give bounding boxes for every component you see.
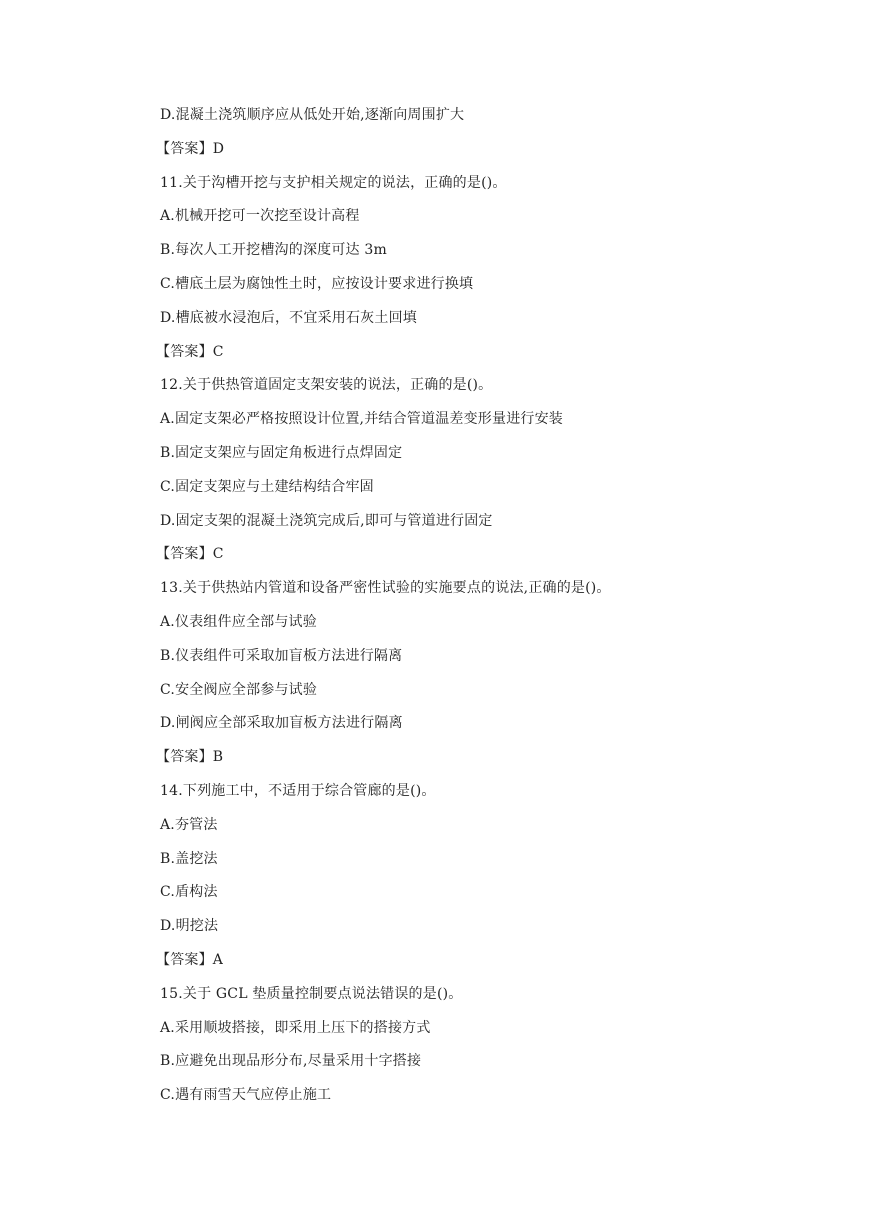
option-c-q15: C.遇有雨雪天气应停止施工: [160, 1087, 332, 1104]
answer-q10: 【答案】D: [156, 140, 225, 157]
question-14: 14.下列施工中，不适用于综合管廊的是()。: [160, 782, 436, 799]
document-body: [156, 103, 800, 1117]
option-a-q11: A.机械开挖可一次挖至设计高程: [160, 208, 360, 225]
option-b-q15: B.应避免出现品形分布,尽量采用十字搭接: [160, 1053, 422, 1070]
option-c-q12: C.固定支架应与土建结构结合牢固: [160, 478, 374, 495]
option-a-q12: A.固定支架必严格按照设计位置,并结合管道温差变形量进行安装: [160, 411, 564, 428]
option-d-q13: D.闸阀应全部采取加盲板方法进行隔离: [160, 715, 403, 732]
option-b-q14: B.盖挖法: [160, 850, 218, 867]
option-d-q10: D.混凝土浇筑顺序应从低处开始,逐渐向周围扩大: [160, 107, 465, 123]
option-c-q14: C.盾构法: [160, 884, 218, 901]
answer-q11: 【答案】C: [156, 343, 224, 360]
option-d-q11: D.槽底被水浸泡后，不宜采用石灰土回填: [160, 309, 417, 326]
option-b-q13: B.仪表组件可采取加盲板方法进行隔离: [160, 647, 403, 664]
option-c-q11: C.槽底土层为腐蚀性土时，应按设计要求进行换填: [160, 275, 474, 292]
question-12: 12.关于供热管道固定支架安装的说法，正确的是()。: [160, 377, 493, 394]
question-15: 15.关于 GCL 垫质量控制要点说法错误的是()。: [160, 985, 463, 1002]
option-a-q14: A.夯管法: [160, 816, 218, 833]
question-11: 11.关于沟槽开挖与支护相关规定的说法，正确的是()。: [160, 174, 507, 191]
option-b-q12: B.固定支架应与固定角板进行点焊固定: [160, 444, 403, 461]
answer-q14: 【答案】A: [156, 951, 224, 968]
option-b-q11: B.每次人工开挖槽沟的深度可达 3m: [160, 242, 387, 259]
option-c-q13: C.安全阀应全部参与试验: [160, 681, 318, 698]
option-a-q13: A.仪表组件应全部与试验: [160, 613, 317, 630]
answer-q13: 【答案】B: [156, 749, 224, 766]
answer-q12: 【答案】C: [156, 546, 224, 563]
option-a-q15: A.采用顺坡搭接，即采用上压下的搭接方式: [160, 1019, 431, 1036]
option-d-q12: D.固定支架的混凝土浇筑完成后,即可与管道进行固定: [160, 512, 493, 529]
option-d-q14: D.明挖法: [160, 918, 219, 935]
question-13: 13.关于供热站内管道和设备严密性试验的实施要点的说法,正确的是()。: [160, 580, 611, 597]
